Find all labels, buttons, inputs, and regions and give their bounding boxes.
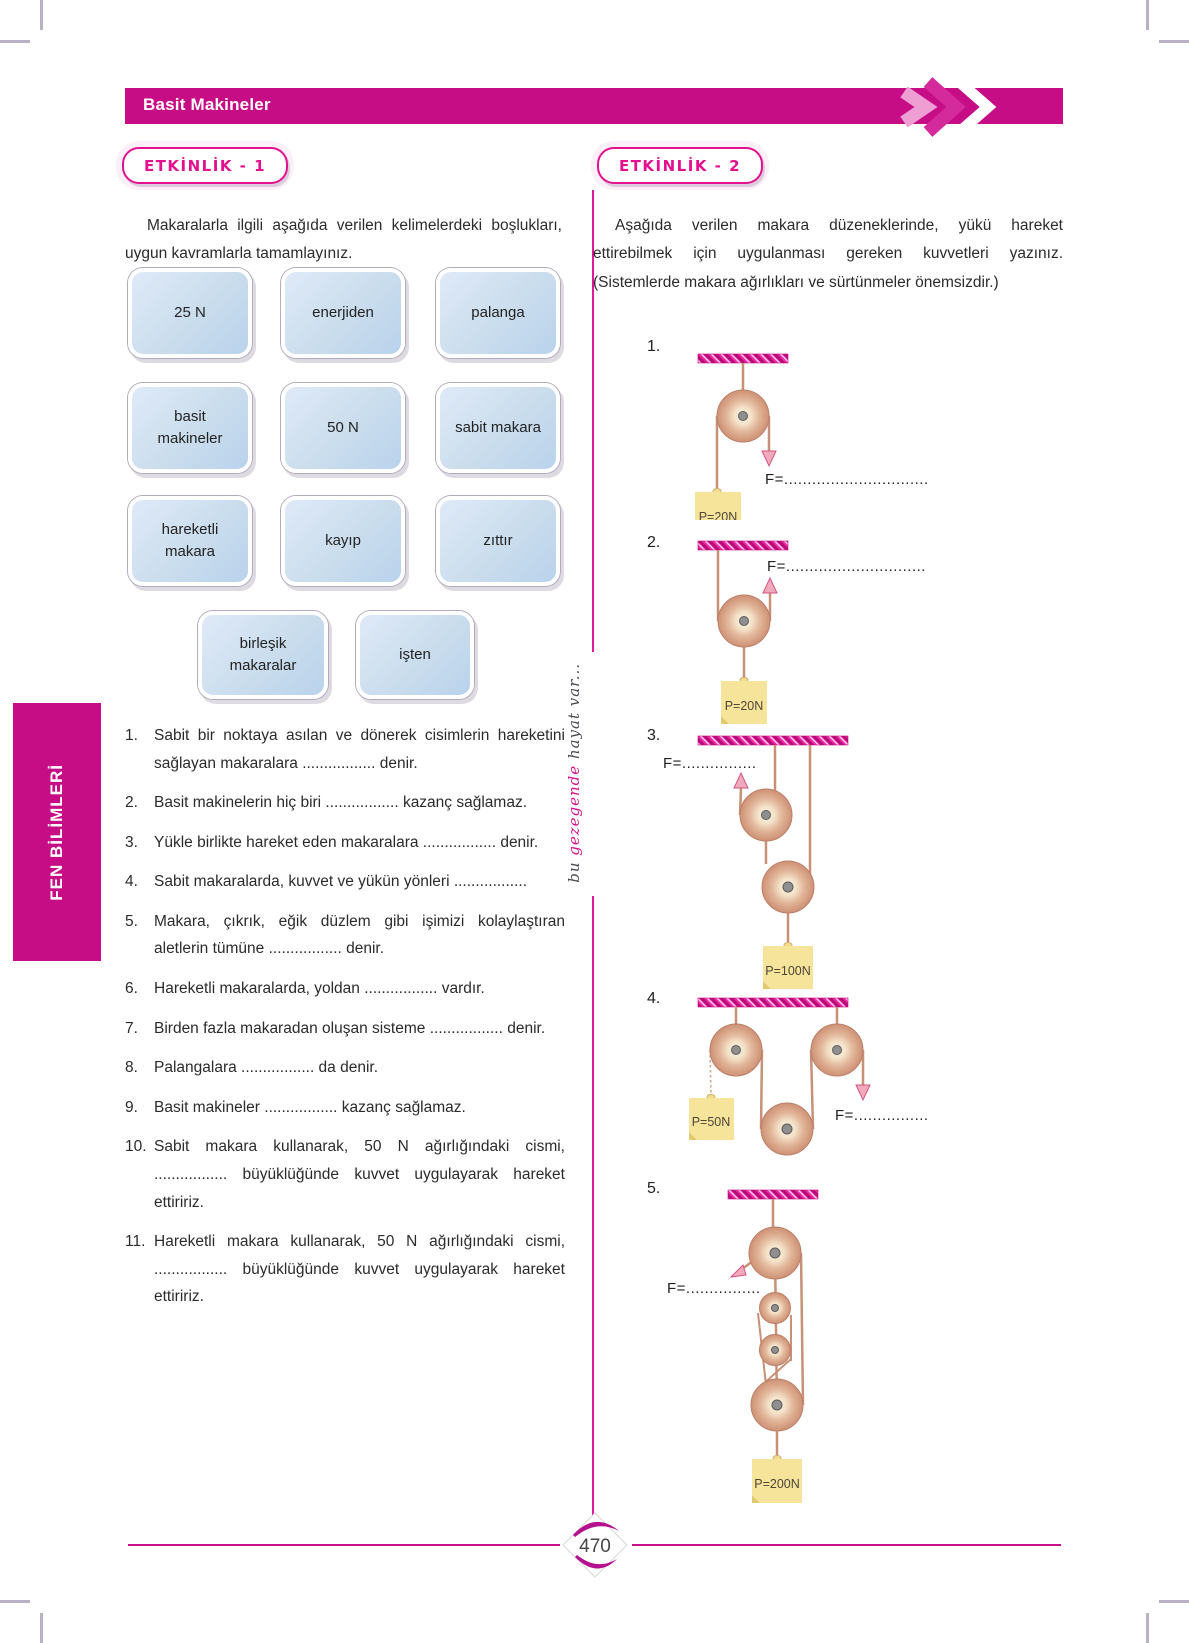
ceiling-bar — [698, 998, 848, 1007]
force-arrow-icon — [856, 1085, 870, 1100]
load-label: P=50N — [691, 1115, 731, 1129]
pulley-wheel — [718, 595, 770, 647]
question-item — [125, 908, 565, 963]
question-item — [125, 722, 565, 777]
pulley-wheel — [710, 1024, 762, 1076]
question-number: 10. — [125, 1138, 147, 1156]
question-text: Makara, çıkrık, eğik düzlem gibi işimizi kolaylaştıran aletlerin tümüne ................. denir. — [154, 912, 565, 958]
question-text: Birden fazla makaradan oluşan sisteme ................. denir. — [154, 1019, 546, 1037]
force-arrow-icon — [734, 773, 748, 788]
question-text: Basit makineler ................. kazanç sağlamaz. — [154, 1098, 466, 1116]
fill-in-questions — [125, 722, 565, 1323]
question-number: 3. — [125, 833, 138, 851]
diagram-number: 5. — [647, 1180, 661, 1197]
rope — [811, 1050, 813, 1129]
word-box: zıttır — [436, 496, 560, 586]
word-box: işten — [356, 611, 474, 699]
chevron-right-icon — [898, 74, 1018, 140]
page-number: 470 — [579, 1536, 611, 1557]
force-label: F=................ — [667, 1280, 761, 1297]
page-number-badge — [557, 1507, 633, 1583]
load-label: P=100N — [765, 964, 811, 978]
question-number: 11. — [125, 1233, 146, 1251]
crop-mark — [1146, 0, 1149, 30]
question-number: 5. — [125, 912, 138, 930]
crop-mark — [1159, 40, 1189, 43]
force-arrow-icon — [762, 451, 776, 466]
word-box: 25 N — [128, 268, 252, 358]
activity1-intro: Makaralarla ilgili aşağıda verilen kelimelerdeki boşlukları, uygun kavramlarla tamamlayınız. — [125, 216, 562, 263]
crop-mark — [40, 1613, 43, 1643]
diagram-number: 3. — [647, 727, 661, 744]
question-number: 2. — [125, 794, 138, 812]
load-box — [689, 1095, 734, 1141]
force-label: F=................ — [663, 755, 757, 772]
pulley-wheel — [811, 1024, 863, 1076]
footer-rule — [128, 1544, 560, 1546]
question-number: 7. — [125, 1019, 138, 1037]
question-number: 6. — [125, 980, 138, 998]
force-arrow-icon — [763, 578, 777, 593]
crop-mark — [0, 40, 30, 43]
activity2-intro: Aşağıda verilen makara düzeneklerinde, yükü hareket ettirebilmek için uygulanması gereken kuvvetleri yazınız. (Sistemlerde makara ağırlıkları ve sürtünmeler önemsizdir.) — [593, 216, 1063, 291]
word-box: 50 N — [281, 383, 405, 473]
column-divider — [592, 896, 594, 1526]
crop-mark — [0, 1600, 30, 1603]
ceiling-bar — [728, 1190, 818, 1199]
word-box: basit makineler — [128, 383, 252, 473]
load-label: P=200N — [754, 1477, 800, 1491]
pulley-wheel — [751, 1379, 803, 1431]
question-item — [125, 789, 565, 817]
force-label: F=............................... — [765, 471, 929, 488]
sidebar-banner — [13, 703, 101, 961]
load-box — [752, 1456, 802, 1504]
diagram-number: 1. — [647, 338, 661, 355]
question-item — [125, 1054, 565, 1082]
pulley-wheel — [740, 789, 792, 841]
question-item — [125, 829, 565, 857]
force-arrow-icon — [731, 1265, 746, 1277]
question-text: Sabit bir noktaya asılan ve dönerek cisimlerin hareketini sağlayan makaralara ................. denir. — [154, 727, 565, 772]
question-item — [125, 1015, 565, 1043]
question-text: Hareketli makaralarda, yoldan ................. vardır. — [154, 980, 485, 998]
diagram-number: 4. — [647, 990, 661, 1007]
load-label: P=20N — [724, 699, 764, 713]
activity1-title: ETKİNLİK - 1 — [143, 156, 267, 175]
activity1-title-pill — [122, 147, 288, 184]
word-box: palanga — [436, 268, 560, 358]
question-text: Sabit makaralarda, kuvvet ve yükün yönleri ................. — [154, 873, 528, 891]
question-text: Hareketli makara kullanarak, 50 N ağırlığındaki cismi, ................. büyüklüğünde kuvvet uygulayarak hareket ettiririz. — [154, 1233, 565, 1306]
pulley-wheel — [762, 861, 814, 913]
word-box: birleşik makaralar — [198, 611, 328, 699]
pulley-diagram-1 — [595, 325, 1015, 520]
ceiling-bar — [698, 736, 848, 745]
rope — [761, 1050, 762, 1129]
crop-mark — [40, 0, 43, 30]
ceiling-bar — [698, 354, 788, 363]
word-box: kayıp — [281, 496, 405, 586]
word-box: hareketli makara — [128, 496, 252, 586]
chapter-title: Basit Makineler — [143, 95, 271, 114]
word-box: sabit makara — [436, 383, 560, 473]
question-item — [125, 868, 565, 896]
activity2-title: ETKİNLİK - 2 — [618, 156, 742, 175]
pulley-wheel — [760, 1293, 791, 1324]
pulley-diagram-5 — [595, 1173, 1055, 1513]
footer-rule — [632, 1544, 1061, 1546]
pulley-wheel — [761, 1103, 813, 1155]
pulley-wheel — [749, 1227, 801, 1279]
question-number: 9. — [125, 1098, 138, 1116]
load-label: P=20N — [698, 510, 738, 520]
pulley-wheel — [760, 1335, 791, 1366]
activity2-title-pill — [597, 147, 763, 184]
question-number: 8. — [125, 1059, 138, 1077]
rope — [801, 1253, 803, 1405]
question-text: Yükle birlikte hareket eden makaralara ................. denir. — [154, 833, 539, 851]
pulley-diagram-3 — [595, 688, 1045, 993]
margin-note-text: bu gezegende hayat var... — [565, 663, 583, 883]
ceiling-bar — [698, 541, 788, 550]
force-label: F=.............................. — [767, 558, 926, 575]
pulley-diagram-4 — [595, 983, 1065, 1188]
pulley-wheel — [717, 390, 769, 442]
question-item — [125, 1094, 565, 1122]
sidebar-label: FEN BİLİMLERİ — [47, 763, 66, 901]
crop-mark — [1146, 1613, 1149, 1643]
force-label: F=................ — [835, 1107, 929, 1124]
question-item — [125, 1133, 565, 1216]
question-text: Palangalara ................. da denir. — [154, 1059, 379, 1077]
word-box: enerjiden — [281, 268, 405, 358]
crop-mark — [1159, 1600, 1189, 1603]
question-item — [125, 1228, 565, 1311]
question-text: Basit makinelerin hiç biri ................. kazanç sağlamaz. — [154, 794, 527, 812]
question-number: 1. — [125, 727, 138, 744]
question-item — [125, 975, 565, 1003]
diagram-number: 2. — [647, 534, 661, 551]
question-text: Sabit makara kullanarak, 50 N ağırlığındaki cismi, ................. büyüklüğünde kuvvet uygulayarak hareket ettiririz. — [154, 1138, 565, 1211]
question-number: 4. — [125, 873, 138, 891]
